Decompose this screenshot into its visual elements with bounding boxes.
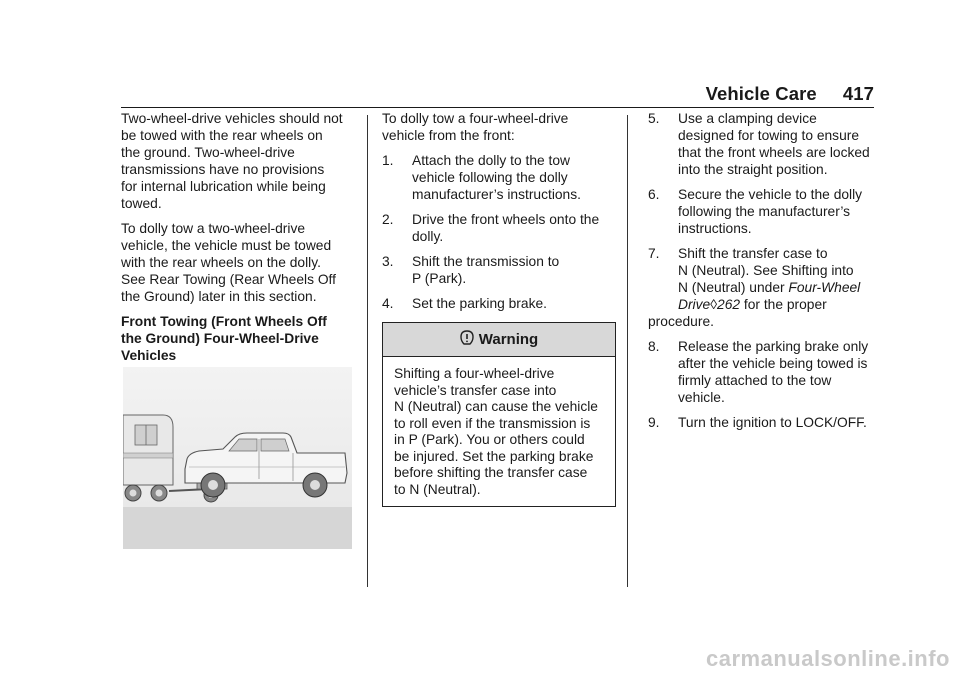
list-item: 5. Use a clamping device designed for towing to ensure that the front wheels are locked into the straight position. xyxy=(648,111,870,177)
towing-illustration xyxy=(123,367,352,549)
warning-header xyxy=(383,323,615,357)
ground xyxy=(123,507,352,549)
xref-link[interactable]: Four-Wheel xyxy=(788,280,861,295)
page-header xyxy=(706,83,874,105)
section-title: Vehicle Care xyxy=(705,83,817,104)
column-3 xyxy=(648,110,883,439)
list-item: 4. Set the parking brake. xyxy=(382,296,547,311)
watermark: carmanualsonline.info xyxy=(706,646,950,671)
list-item: 6. Secure the vehicle to the dolly following the manufacturer’s instructions. xyxy=(648,187,863,236)
list-item: 1. Attach the dolly to the tow vehicle following the dolly manufacturer’s instructions. xyxy=(382,153,581,202)
xref-link[interactable]: Drive xyxy=(678,297,711,312)
list-item: 7. Shift the transfer case to N (Neutral). See Shifting into N (Neutral) under Four-Wheel Drive◊262 for the proper procedure. xyxy=(648,246,861,329)
front-tow-steps-continued xyxy=(648,110,883,431)
front-tow-steps xyxy=(382,152,617,312)
column-1 xyxy=(121,110,361,372)
warning-icon xyxy=(460,330,474,350)
list-item: 2. Drive the front wheels onto the dolly. xyxy=(382,212,600,244)
dolly-paragraph: To dolly tow a two-wheel-drive vehicle, the vehicle must be towed with the rear wheels on the dolly. See Rear Towing (Rear Wheels Off the Ground) later in this section. xyxy=(121,221,336,304)
list-item: 8. Release the parking brake only after the vehicle being towed is firmly attached to the tow vehicle. xyxy=(648,339,869,405)
warning-box xyxy=(382,322,616,507)
column-divider-2 xyxy=(627,115,628,587)
warning-text: Shifting a four-wheel-drive vehicle’s transfer case into N (Neutral) can cause the vehicle to roll even if the transmission is in P (Park). You or others could be injured. Set the parking brake before shifting the transfer case to N (Neutral). xyxy=(394,366,598,497)
header-rule xyxy=(121,107,874,108)
intro-paragraph: Two-wheel-drive vehicles should not be towed with the rear wheels on the ground. Two-wheel-drive transmissions have no provisions for internal lubrication while being towed. xyxy=(121,111,343,211)
section-heading: Front Towing (Front Wheels Off the Ground) Four-Wheel-Drive Vehicles xyxy=(121,314,327,363)
column-2 xyxy=(382,110,617,507)
front-tow-intro: To dolly tow a four-wheel-drive vehicle from the front: xyxy=(382,111,569,143)
warning-title: Warning xyxy=(478,331,539,348)
column-divider-1 xyxy=(367,115,368,587)
page-ref-icon: ◊ xyxy=(710,297,718,312)
xref-page[interactable]: 262 xyxy=(717,297,741,312)
list-item: 9. Turn the ignition to LOCK/OFF. xyxy=(648,415,867,430)
list-item: 3. Shift the transmission to P (Park). xyxy=(382,254,560,286)
page-number: 417 xyxy=(842,83,874,104)
